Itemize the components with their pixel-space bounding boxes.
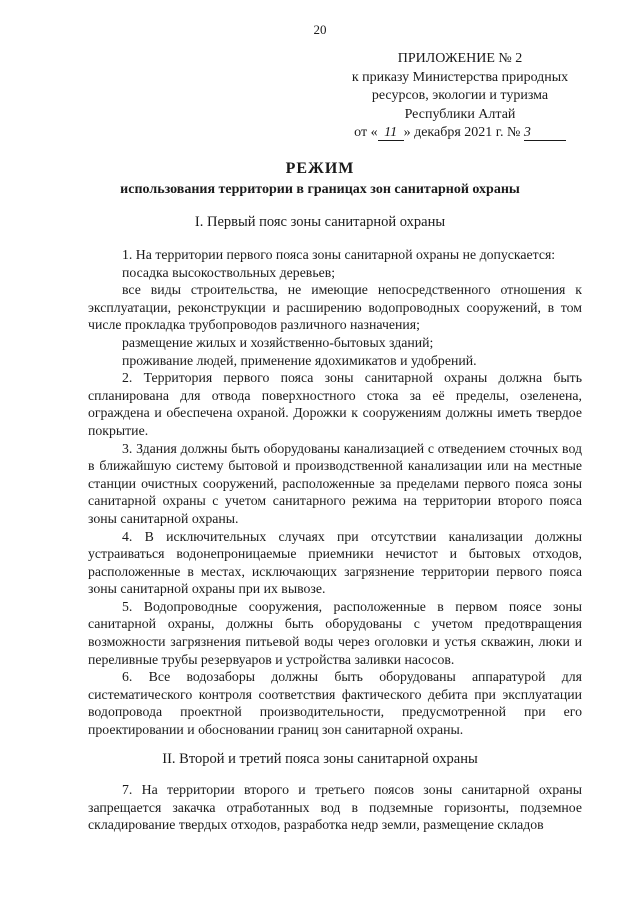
appendix-date-line (330, 124, 590, 143)
section-2-body (88, 781, 582, 834)
section-1-body (88, 246, 582, 739)
document-subtitle: использования территории в границах зон санитарной охраны (120, 182, 520, 197)
paragraph-1d: проживание людей, применение ядохимикатов и удобрений. (122, 352, 477, 368)
appendix-line-1: к приказу Министерства природных (351, 69, 569, 85)
paragraph-1c: размещение жилых и хозяйственно-бытовых зданий; (122, 334, 434, 350)
appendix-line-2: ресурсов, экологии и туризма (371, 88, 549, 103)
paragraph-1a: посадка высокоствольных деревьев; (122, 264, 336, 280)
section-1-heading: I. Первый пояс зоны санитарной охраны (194, 214, 446, 230)
date-mid: » декабря 2021 г. № (403, 125, 521, 140)
paragraph-7: 7. На территории второго и третьего поясов зоны санитарной охраны запрещается закачка отработанных вод в подземные горизонты, подземное складирование твердых отходов, разработка недр земли, размещение складов (88, 782, 582, 833)
paragraph-6: 6. Все водозаборы должны быть оборудованы аппаратурой для систематического контроля соответствия фактического дебита при эксплуатации водопровода проектной производительности, предусмотренной при его проектировании и обосновании границ зон санитарной охраны. (88, 669, 582, 738)
appendix-line-3: Республики Алтай (404, 106, 516, 122)
page-number: 20 (313, 22, 327, 37)
paragraph-4: 4. В исключительных случаях при отсутствии канализации должны устраиваться водонепроницаемые приемники нечистот и бытовых отходов, расположенные в местах, исключающих загрязнение территории первого пояса зоны санитарной охраны при их вывозе. (88, 528, 582, 597)
handwritten-number: 3 (524, 126, 566, 141)
document-title: РЕЖИМ (285, 160, 355, 177)
paragraph-1b: все виды строительства, не имеющие непосредственного отношения к эксплуатации, реконструкции и расширению водопроводных сооружений, в том числе прокладка трубопроводов различного назначения; (88, 282, 582, 333)
paragraph-5: 5. Водопроводные сооружения, расположенные в первом поясе зоны санитарной охраны, должны быть оборудованы с учетом предотвращения возможности загрязнения питьевой воды через оголовки и устья скважин, люки и переливные трубы резервуаров и устройства заливки насосов. (88, 598, 582, 667)
appendix-title: ПРИЛОЖЕНИЕ № 2 (397, 51, 523, 66)
handwritten-day: 11 (378, 126, 404, 141)
paragraph-3: 3. Здания должны быть оборудованы канализацией с отведением сточных вод в ближайшую систему бытовой и производственной канализации или на местные станции очистных сооружений, расположенные за пределами первого пояса зоны санитарной охраны с учетом санитарного режима на территории второго пояса зоны санитарной охраны. (88, 440, 582, 526)
paragraph-2: 2. Территория первого пояса зоны санитарной охраны должна быть спланирована для отвода поверхностного стока за её пределы, озеленена, ограждена и обеспечена охраной. Дорожки к сооружениям должны иметь твердое покрытие. (88, 370, 582, 438)
paragraph-1: 1. На территории первого пояса зоны санитарной охраны не допускается: (122, 247, 556, 262)
appendix-header (330, 50, 590, 143)
date-prefix: от « (354, 125, 378, 140)
section-2-heading: II. Второй и третий пояса зоны санитарной охраны (162, 751, 478, 767)
